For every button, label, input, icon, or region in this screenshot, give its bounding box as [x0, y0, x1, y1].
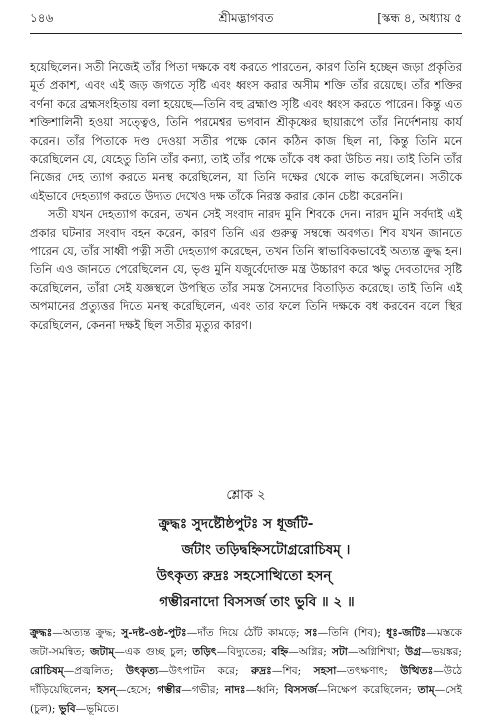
- book-title: শ্রীমদ্ভাগবত: [218, 11, 274, 25]
- synonym-word: রুদ্রঃ: [251, 665, 272, 677]
- synonym-word: ধূঃ-জটিঃ: [386, 627, 427, 639]
- verse-block: [30, 486, 462, 615]
- synonym-word: উগ্র: [405, 646, 422, 658]
- synonym-meaning: —এক গুচ্ছ চুল;: [114, 646, 193, 658]
- synonym-word: সটা: [332, 646, 348, 658]
- synonym-meaning: —মস্তকে জটা-সমন্বিত;: [30, 627, 462, 658]
- synonym-word: নাদঃ: [224, 684, 246, 696]
- page-number: ১৪৬: [30, 11, 54, 25]
- synonym-word: তাম্: [417, 684, 435, 696]
- verse-line-3: উৎকৃত্য রুদ্রঃ সহসোত্থিতো হসন্: [156, 568, 332, 584]
- synonym-meaning: —প্রজ্বলিত;: [63, 665, 126, 677]
- synonym-word: সঃ: [304, 627, 318, 639]
- synonym-word: উত্থিতঃ: [400, 665, 434, 677]
- synonym-word: ভুবি: [58, 703, 76, 715]
- synonym-word: রোচিষম্: [30, 665, 64, 677]
- synonym-meaning: —ধ্বনি;: [245, 684, 285, 696]
- synonym-meaning: —অগ্নিশিখা;: [347, 646, 406, 658]
- verse-line-2: র্জটাং তড়িদ্বহ্নিসটোগ্ররোচিষম্ ।: [181, 542, 351, 558]
- running-header: [30, 10, 462, 28]
- synonym-meaning: —তিনি (শিব);: [317, 627, 387, 639]
- synonym-word: সু-দষ্ট-ওষ্ঠ-পুটঃ: [121, 627, 187, 639]
- synonym-meaning: —নিক্ষেপ করেছিলেন;: [317, 684, 418, 696]
- synonym-meaning: —অত্যন্ত ক্রুদ্ধ;: [52, 627, 122, 639]
- synonym-meaning: —গভীর;: [181, 684, 225, 696]
- header-rule: [30, 33, 462, 34]
- synonym-word: উৎকৃত্য: [125, 665, 159, 677]
- synonym-word: জটাম্: [90, 646, 115, 658]
- synonym-meaning: —উঠে দাঁড়িয়েছিলেন;: [30, 665, 462, 696]
- chapter-reference: [স্কন্ধ ৪, অধ্যায় ৫: [377, 11, 462, 25]
- synonym-word: ক্রুদ্ধঃ: [30, 627, 53, 639]
- synonym-word: বিসসর্জ: [284, 684, 318, 696]
- synonym-word: তড়িৎ: [192, 646, 217, 658]
- synonym-meaning: —উৎপাটন করে;: [158, 665, 252, 677]
- synonym-meaning: —ভয়ঙ্কর;: [421, 646, 462, 658]
- synonym-meaning: —হেসে;: [115, 684, 158, 696]
- synonym-meaning: —সেই (চুল);: [30, 684, 463, 715]
- synonym-word: হসন্: [97, 684, 116, 696]
- synonym-word: গম্ভীর: [157, 684, 182, 696]
- verse-line-4: গম্ভীরনাদো বিসসর্জ তাং ভুবি ॥ ২ ॥: [159, 594, 355, 610]
- purport-text: [30, 58, 462, 334]
- synonym-word: সহসা: [313, 665, 337, 677]
- verse-title: শ্লোক ২: [226, 488, 266, 503]
- purport-paragraph-2: সতী যখন দেহত্যাগ করেন, তখন সেই সংবাদ নারদ মুনি শিবকে দেন। নারদ মুনি সর্বদাই এই প্রকার ঘটনার সংবাদ বহন করেন, কারণ তিনি এর গুরুত্ব সম্বন্ধে অবগত। শিব যখন জানতে পারেন যে, তাঁর সাধ্বী পত্নী সতী দেহত্যাগ করেছেন, তখন তিনি স্বাভাবিকভাবেই অত্যন্ত ক্রুদ্ধ হন। তিনি এও জানতে পেরেছিলেন যে, ভৃগু মুনি যজুর্বেদোক্ত মন্ত্র উচ্চারণ করে ঋভু দেবতাদের সৃষ্টি করেছিলেন, তাঁরা সেই যজ্ঞস্থলে উপস্থিত তাঁর সমস্ত সৈন্যদের বিতাড়িত করেছে। তাই তিনি এই অপমানের প্রত্যুত্তর দিতে মনস্থ করেছিলেন, এবং তার ফলে তিনি দক্ষকে বধ করবেন বলে স্থির করেছিলেন, কেননা দক্ষই ছিল সতীর মৃত্যুর কারণ।: [30, 207, 462, 332]
- synonym-meaning: —তৎক্ষণাৎ;: [336, 665, 401, 677]
- verse-line-1: ক্রুদ্ধঃ সুদষ্টৌষ্ঠপুটঃ স ধূর্জটি-: [158, 516, 314, 532]
- synonym-meaning: —ভূমিতে।: [75, 703, 120, 715]
- synonym-meaning: —অগ্নির;: [288, 646, 332, 658]
- synonym-meaning: —শিব;: [271, 665, 314, 677]
- synonym-word: বহ্নি: [271, 646, 289, 658]
- synonym-meaning: —দাঁত দিয়ে ঠোঁট কামড়ে;: [186, 627, 305, 639]
- synonym-meaning: —বিদ্যুতের;: [216, 646, 272, 658]
- word-synonyms: [30, 624, 462, 719]
- purport-paragraph-1: হয়েছিলেন। সতী নিজেই তাঁর পিতা দক্ষকে বধ করতে পারতেন, কারণ তিনি হচ্ছেন জড়া প্রকৃতির মূর্ত প্রকাশ, এবং এই জড় জগতে সৃষ্টি এবং ধ্বংস করার অসীম শক্তি তাঁর রয়েছে। তাঁর শক্তির বর্ণনা করে ব্রহ্মসংহিতায় বলা হয়েছে—তিনি বহু ব্রহ্মাণ্ড সৃষ্টি এবং ধ্বংস করতে পারেন। কিন্তু এত শক্তিশালিনী হওয়া সত্ত্বেও, তিনি পরমেশ্বর ভগবান শ্রীকৃষ্ণের ছায়ারূপে তাঁর নির্দেশনায় কার্য করেন। তাঁর পিতাকে দণ্ড দেওয়া সতীর পক্ষে কোন কঠিন কাজ ছিল না, কিন্তু তিনি মনে করেছিলেন যে, যেহেতু তিনি তাঁর কন্যা, তাই তাঁর পক্ষে তাঁকে বধ করা উচিত নয়। তাই তিনি তাঁর নিজের দেহ ত্যাগ করতে মনস্থ করেছিলেন, যা তিনি দক্ষের থেকে লাভ করেছিলেন। সতীকে এইভাবে দেহত্যাগ করতে উদ্যত দেখেও দক্ষ তাঁকে নিরস্ত করার কোন চেষ্টা করেননি।: [30, 60, 462, 203]
